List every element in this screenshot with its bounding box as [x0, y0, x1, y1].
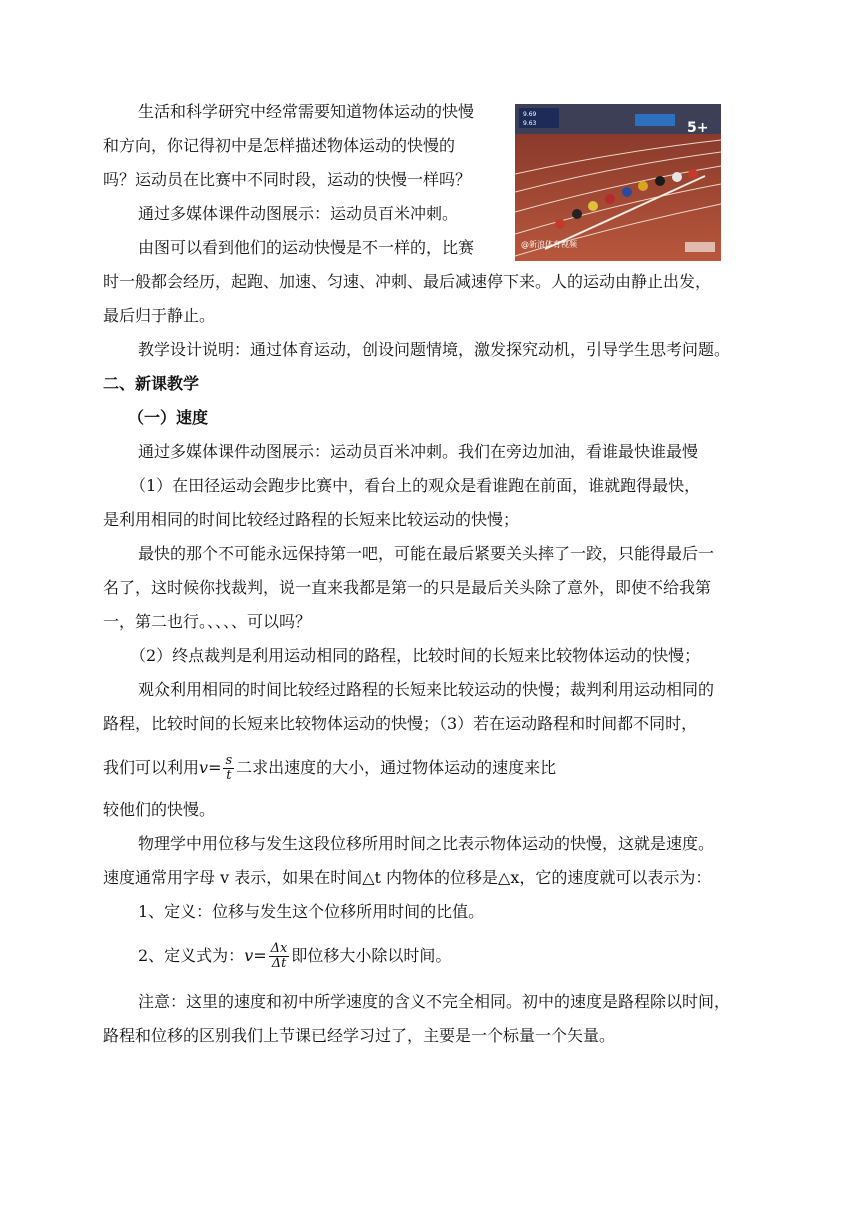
def2-numerator: Δx — [270, 941, 288, 956]
p11-line-2: 速度通常用字母 v 表示，如果在时间△t 内物体的位移是△x，它的速度就可以表示为： — [103, 868, 712, 887]
sprint-start-photo — [515, 104, 721, 261]
def2-fraction — [269, 942, 290, 971]
definition-2 — [138, 936, 451, 976]
scoreboard-1: 9.69 — [523, 111, 537, 118]
scoreboard-2: 9.63 — [523, 120, 537, 127]
p10-after: 二求出速度的大小，通过物体运动的速度来比 — [236, 758, 557, 777]
section-heading: 二、新课教学 — [103, 374, 200, 393]
p6-line-1: （1）在田径运动会跑步比赛中，看台上的观众是看谁跑在前面，谁就跑得最快， — [130, 476, 701, 495]
p9-line-2: 路程，比较时间的长短来比较物体运动的快慢；（3）若在运动路程和时间都不同时， — [103, 714, 698, 733]
p7-line-1: 最快的那个不可能永远保持第一吧，可能在最后紧要关头摔了一跤，只能得最后一 — [138, 544, 715, 563]
formula-v: v — [199, 758, 209, 777]
channel-logo: 5+ — [687, 120, 709, 136]
p7-line-2: 名了，这时候你找裁判，说一直来我都是第一的只是最后关头除了意外，即使不给我第 — [103, 578, 712, 597]
p2-line: 通过多媒体课件动图展示：运动员百米冲刺。 — [138, 204, 459, 223]
design-note: 教学设计说明：通过体育运动，创设问题情境，激发探究动机，引导学生思考问题。 — [138, 340, 731, 359]
p10-line-2: 较他们的快慢。 — [103, 800, 216, 819]
p10-before: 我们可以利用 — [103, 758, 200, 777]
sprint-photo-graphic — [515, 104, 721, 261]
p1-line-2: 和方向，你记得初中是怎样描述物体运动的快慢的 — [103, 136, 456, 155]
def2-denominator: Δt — [271, 956, 287, 971]
p3-line-1: 由图可以看到他们的运动快慢是不一样的，比赛 — [138, 238, 475, 257]
definition-1: 1、定义：位移与发生这个位移所用时间的比值。 — [138, 902, 485, 921]
p1-line-1: 生活和科学研究中经常需要知道物体运动的快慢 — [138, 102, 475, 121]
formula-numerator: s — [225, 753, 233, 768]
p6-line-2: 是利用相同的时间比较经过路程的长短来比较运动的快慢； — [103, 510, 520, 529]
p10-line — [103, 748, 556, 788]
p3-line-3: 最后归于静止。 — [103, 306, 216, 325]
def2-eq: = — [253, 946, 267, 965]
p7-line-3: 一，第二也行。、、、、可以吗？ — [103, 612, 312, 631]
p5-line: 通过多媒体课件动图展示：运动员百米冲刺。我们在旁边加油，看谁最快谁最慢 — [138, 442, 699, 461]
subsection-heading: （一）速度 — [128, 408, 209, 427]
p9-line-1: 观众利用相同的时间比较经过路程的长短来比较运动的快慢；裁判利用运动相同的 — [138, 680, 715, 699]
note-line-1: 注意：这里的速度和初中所学速度的含义不完全相同。初中的速度是路程除以时间， — [138, 992, 731, 1011]
p1-line-3: 吗？运动员在比赛中不同时段，运动的快慢一样吗？ — [103, 170, 472, 189]
p3-line-2: 时一般都会经历，起跑、加速、匀速、冲刺、最后减速停下来。人的运动由静止出发， — [103, 272, 712, 291]
def2-after: 即位移大小除以时间。 — [291, 946, 452, 965]
def2-before: 2、定义式为： — [138, 946, 245, 965]
p11-line-1: 物理学中用位移与发生这段位移所用时间之比表示物体运动的快慢，这就是速度。 — [138, 834, 715, 853]
photo-watermark: @新浪体育视频 — [521, 240, 577, 249]
note-line-2: 路程和位移的区别我们上节课已经学习过了，主要是一个标量一个矢量。 — [103, 1026, 616, 1045]
formula-denominator: t — [226, 768, 232, 783]
formula-eq: = — [208, 758, 222, 777]
p8-line: （2）终点裁判是利用运动相同的路程，比较时间的长短来比较物体运动的快慢； — [130, 646, 701, 665]
formula-fraction — [223, 754, 234, 783]
def2-v: v — [244, 946, 254, 965]
